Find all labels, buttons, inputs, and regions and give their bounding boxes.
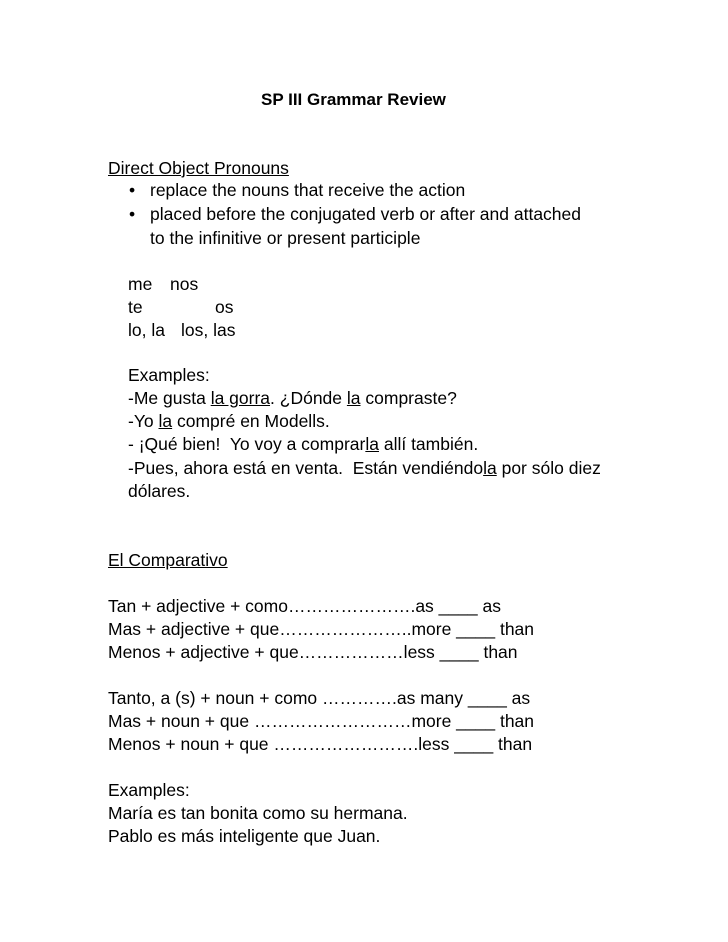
dop-bullet-1: replace the nouns that receive the action xyxy=(150,180,466,200)
dop-example-3: - ¡Qué bien! Yo voy a comprarla allí también. xyxy=(128,434,479,454)
pronoun-los-las: los, las xyxy=(181,320,236,340)
dop-bullet-2-cont: to the infinitive or present participle xyxy=(150,228,421,248)
dop-example-2: -Yo la compré en Modells. xyxy=(128,411,330,431)
comp-rule-noun-tanto: Tanto, a (s) + noun + como ………….as many ____ as xyxy=(108,688,531,708)
dop-bullet-2: placed before the conjugated verb or after and attached xyxy=(150,204,581,224)
dop-examples-label: Examples: xyxy=(128,365,210,385)
comp-example-1: María es tan bonita como su hermana. xyxy=(108,803,408,823)
dop-example-4: -Pues, ahora está en venta. Están vendiéndola por sólo diez xyxy=(128,458,601,478)
comp-heading: El Comparativo xyxy=(108,550,228,570)
comp-rule-noun-mas: Mas + noun + que ………………………more ____ than xyxy=(108,711,535,731)
comp-rule-adj-menos: Menos + adjective + que………………less ____ than xyxy=(108,642,518,662)
pronoun-te: te xyxy=(128,297,143,317)
pronoun-os: os xyxy=(215,297,234,317)
pronoun-nos: nos xyxy=(170,274,199,294)
comp-rule-adj-mas: Mas + adjective + que…………………..more ____ than xyxy=(108,619,535,639)
pronoun-lo-la: lo, la xyxy=(128,320,165,340)
dop-example-4-cont: dólares. xyxy=(128,481,191,501)
dop-heading: Direct Object Pronouns xyxy=(108,158,289,178)
comp-example-2: Pablo es más inteligente que Juan. xyxy=(108,826,381,846)
page-title: SP III Grammar Review xyxy=(261,90,446,109)
pronoun-me: me xyxy=(128,274,153,294)
dop-example-1: -Me gusta la gorra. ¿Dónde la compraste? xyxy=(128,388,457,408)
bullet-marker: • xyxy=(129,204,136,224)
comp-examples-label: Examples: xyxy=(108,780,190,800)
bullet-marker: • xyxy=(129,180,136,200)
comp-rule-noun-menos: Menos + noun + que …………………….less ____ than xyxy=(108,734,533,754)
comp-rule-adj-tan: Tan + adjective + como………………….as ____ as xyxy=(108,596,501,616)
